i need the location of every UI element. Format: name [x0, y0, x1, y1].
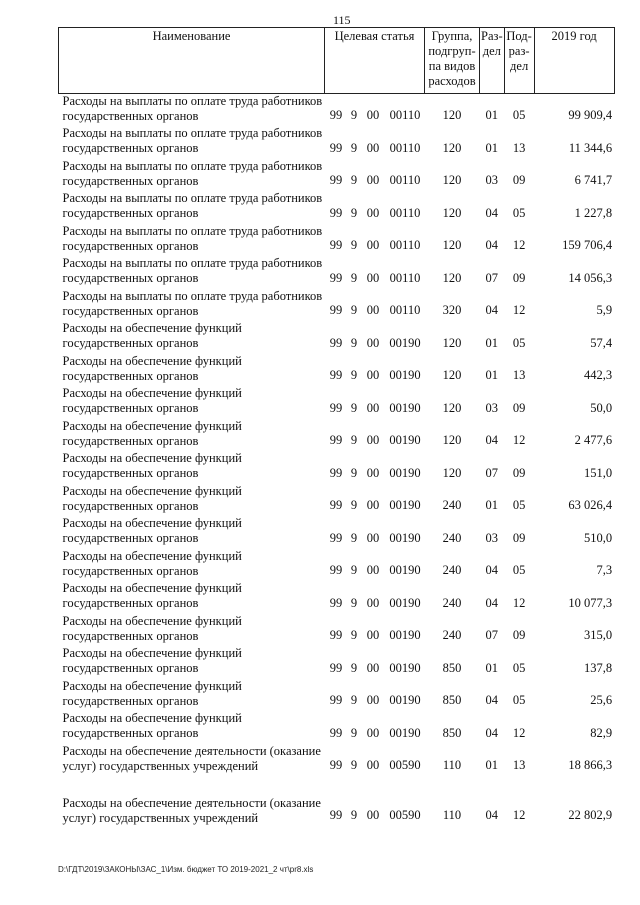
budget-table: [58, 27, 615, 826]
target-code-direction: 00: [366, 628, 380, 642]
section: 01: [485, 335, 499, 350]
row-name: Расходы на обеспечение функций государственных органов: [62, 613, 242, 643]
table-header: [59, 28, 615, 94]
target-code-item: 00190: [389, 693, 421, 707]
target-code-item: 00190: [389, 660, 421, 675]
expense-group: 120: [442, 238, 462, 252]
target-code-subprogram: 9: [350, 205, 358, 220]
amount-2019: 11 344,6: [568, 140, 613, 155]
subsection: 09: [512, 270, 526, 285]
target-code-program: 99: [329, 498, 343, 512]
target-code-item: 00110: [389, 303, 421, 317]
target-code-item: 00110: [389, 140, 421, 155]
expense-group: 120: [442, 205, 462, 220]
row-name: Расходы на обеспечение функций государственных органов: [62, 516, 242, 545]
table-row: [59, 354, 615, 387]
target-code-program: 99: [329, 693, 343, 707]
target-code-program: 99: [329, 205, 343, 220]
subsection: 09: [512, 628, 526, 642]
expense-group: 120: [442, 335, 462, 350]
target-code-item: 00110: [389, 270, 421, 285]
target-code-direction: 00: [366, 465, 380, 480]
amount-2019: 442,3: [583, 368, 613, 382]
expense-group: 240: [442, 595, 462, 610]
amount-2019: 151,0: [583, 465, 613, 480]
amount-2019: 137,8: [583, 660, 613, 675]
table-row: [59, 126, 615, 159]
expense-group: 120: [442, 400, 462, 415]
amount-2019: 6 741,7: [574, 173, 613, 187]
subsection: 12: [512, 238, 526, 252]
section: 01: [485, 660, 499, 675]
section: 07: [485, 270, 499, 285]
header-year: 2019 год: [534, 28, 614, 94]
subsection: 05: [512, 498, 526, 512]
target-code-program: 99: [329, 140, 343, 155]
target-code-item: 00190: [389, 563, 421, 577]
amount-2019: 82,9: [590, 725, 613, 740]
table-row: [59, 711, 615, 744]
table-row: [59, 581, 615, 614]
target-code-program: 99: [329, 808, 343, 822]
section: 03: [485, 173, 499, 187]
file-path-footer: D:\ГДТ\2019\ЗАКОНЫ\ЗАС_1\Изм. бюджет ТО 2019-2021_2 чт\pr8.xls: [58, 865, 314, 874]
target-code-program: 99: [329, 368, 343, 382]
table-row: [59, 776, 615, 826]
row-name: Расходы на выплаты по оплате труда работников государственных органов: [62, 126, 323, 155]
table-row: [59, 224, 615, 257]
table-row: [59, 451, 615, 484]
subsection: 05: [512, 693, 526, 707]
table-row: [59, 191, 615, 224]
target-code-direction: 00: [366, 660, 380, 675]
target-code-item: 00190: [389, 628, 421, 642]
amount-2019: 22 802,9: [568, 808, 613, 822]
expense-group: 110: [442, 808, 462, 822]
section: 04: [485, 238, 499, 252]
subsection: 13: [512, 758, 526, 772]
target-code-program: 99: [329, 335, 343, 350]
row-name: Расходы на обеспечение функций государственных органов: [62, 581, 242, 610]
subsection: 09: [512, 400, 526, 415]
target-code-program: 99: [329, 595, 343, 610]
subsection: 13: [512, 368, 526, 382]
amount-2019: 7,3: [596, 563, 613, 577]
table-row: [59, 94, 615, 127]
target-code-item: 00110: [389, 173, 421, 187]
target-code-item: 00190: [389, 498, 421, 512]
table-row: [59, 484, 615, 517]
table-row: [59, 679, 615, 712]
subsection: 13: [512, 140, 526, 155]
row-name: Расходы на обеспечение функций государственных органов: [62, 646, 242, 675]
amount-2019: 50,0: [590, 400, 613, 415]
table-row: [59, 614, 615, 647]
amount-2019: 57,4: [590, 335, 613, 350]
target-code-subprogram: 9: [350, 140, 358, 155]
header-target-article: Целевая статья: [325, 28, 425, 94]
header-subsection: Под-раз-дел: [504, 28, 534, 94]
expense-group: 850: [442, 725, 462, 740]
target-code-subprogram: 9: [350, 335, 358, 350]
section: 03: [485, 530, 499, 545]
subsection: 12: [512, 808, 526, 822]
target-code-direction: 00: [366, 693, 380, 707]
amount-2019: 510,0: [583, 530, 613, 545]
row-name: Расходы на обеспечение функций государственных органов: [62, 483, 242, 513]
target-code-direction: 00: [366, 335, 380, 350]
target-code-program: 99: [329, 270, 343, 285]
amount-2019: 2 477,6: [574, 433, 613, 447]
amount-2019: 63 026,4: [568, 498, 613, 512]
row-name: Расходы на обеспечение деятельности (оказание услуг) государственных учреждений: [62, 796, 321, 825]
target-code-subprogram: 9: [350, 270, 358, 285]
expense-group: 120: [442, 433, 462, 447]
header-section: Раз-дел: [480, 28, 505, 94]
target-code-item: 00190: [389, 368, 421, 382]
subsection: 05: [512, 660, 526, 675]
table-row: [59, 516, 615, 549]
expense-group: 110: [442, 758, 462, 772]
target-code-item: 00190: [389, 433, 421, 447]
expense-group: 120: [442, 108, 462, 122]
target-code-subprogram: 9: [350, 400, 358, 415]
row-name: Расходы на выплаты по оплате труда работников государственных органов: [62, 256, 323, 285]
section: 04: [485, 808, 499, 822]
target-code-subprogram: 9: [350, 303, 358, 317]
table-row: [59, 744, 615, 777]
section: 04: [485, 303, 499, 317]
amount-2019: 14 056,3: [568, 270, 613, 285]
target-code-program: 99: [329, 173, 343, 187]
expense-group: 120: [442, 270, 462, 285]
target-code-subprogram: 9: [350, 498, 358, 512]
subsection: 09: [512, 173, 526, 187]
target-code-subprogram: 9: [350, 563, 358, 577]
row-name: Расходы на выплаты по оплате труда работников государственных органов: [62, 94, 323, 123]
target-code-item: 00190: [389, 465, 421, 480]
section: 04: [485, 693, 499, 707]
table-row: [59, 646, 615, 679]
target-code-item: 00190: [389, 335, 421, 350]
section: 07: [485, 628, 499, 642]
target-code-direction: 00: [366, 140, 380, 155]
expense-group: 120: [442, 465, 462, 480]
row-name: Расходы на выплаты по оплате труда работников государственных органов: [62, 288, 323, 318]
table-row: [59, 321, 615, 354]
target-code-item: 00190: [389, 595, 421, 610]
expense-group: 120: [442, 140, 462, 155]
section: 04: [485, 205, 499, 220]
target-code-program: 99: [329, 303, 343, 317]
row-name: Расходы на выплаты по оплате труда работников государственных органов: [62, 191, 323, 220]
row-name: Расходы на обеспечение функций государственных органов: [62, 418, 242, 448]
row-name: Расходы на обеспечение функций государственных органов: [62, 451, 242, 480]
target-code-subprogram: 9: [350, 725, 358, 740]
target-code-program: 99: [329, 465, 343, 480]
page-number: 115: [333, 13, 351, 27]
section: 04: [485, 595, 499, 610]
section: 04: [485, 433, 499, 447]
header-name: Наименование: [59, 28, 325, 94]
row-name: Расходы на обеспечение функций государственных органов: [62, 386, 242, 415]
subsection: 12: [512, 303, 526, 317]
table-row: [59, 386, 615, 419]
target-code-subprogram: 9: [350, 808, 358, 822]
target-code-direction: 00: [366, 238, 380, 252]
target-code-subprogram: 9: [350, 595, 358, 610]
target-code-subprogram: 9: [350, 660, 358, 675]
table-row: [59, 256, 615, 289]
target-code-subprogram: 9: [350, 465, 358, 480]
expense-group: 120: [442, 173, 462, 187]
target-code-program: 99: [329, 563, 343, 577]
section: 01: [485, 368, 499, 382]
target-code-item: 00590: [389, 758, 421, 772]
row-name: Расходы на обеспечение функций государственных органов: [62, 711, 242, 740]
amount-2019: 25,6: [590, 693, 613, 707]
target-code-direction: 00: [366, 108, 380, 122]
target-code-direction: 00: [366, 173, 380, 187]
row-name: Расходы на обеспечение функций государственных органов: [62, 353, 242, 383]
target-code-program: 99: [329, 660, 343, 675]
expense-group: 240: [442, 530, 462, 545]
target-code-direction: 00: [366, 758, 380, 772]
amount-2019: 5,9: [596, 303, 613, 317]
target-code-program: 99: [329, 108, 343, 122]
subsection: 05: [512, 205, 526, 220]
target-code-program: 99: [329, 530, 343, 545]
target-code-program: 99: [329, 725, 343, 740]
target-code-direction: 00: [366, 400, 380, 415]
row-name: Расходы на обеспечение функций государственных органов: [62, 678, 242, 708]
amount-2019: 159 706,4: [562, 238, 613, 252]
target-code-direction: 00: [366, 498, 380, 512]
expense-group: 240: [442, 563, 462, 577]
target-code-program: 99: [329, 400, 343, 415]
subsection: 09: [512, 530, 526, 545]
target-code-subprogram: 9: [350, 433, 358, 447]
target-code-subprogram: 9: [350, 693, 358, 707]
target-code-program: 99: [329, 433, 343, 447]
target-code-direction: 00: [366, 205, 380, 220]
target-code-item: 00590: [389, 808, 421, 822]
amount-2019: 1 227,8: [574, 205, 613, 220]
subsection: 05: [512, 335, 526, 350]
section: 01: [485, 758, 499, 772]
target-code-direction: 00: [366, 368, 380, 382]
target-code-direction: 00: [366, 270, 380, 285]
target-code-subprogram: 9: [350, 173, 358, 187]
target-code-direction: 00: [366, 808, 380, 822]
section: 01: [485, 140, 499, 155]
expense-group: 320: [442, 303, 462, 317]
target-code-direction: 00: [366, 725, 380, 740]
expense-group: 850: [442, 693, 462, 707]
target-code-item: 00110: [389, 108, 421, 122]
row-name: Расходы на обеспечение функций государственных органов: [62, 321, 242, 350]
row-name: Расходы на выплаты по оплате труда работников государственных органов: [62, 158, 323, 188]
row-name: Расходы на выплаты по оплате труда работников государственных органов: [62, 223, 323, 253]
row-name: Расходы на обеспечение деятельности (оказание услуг) государственных учреждений: [62, 743, 321, 773]
table-row: [59, 419, 615, 452]
row-name: Расходы на обеспечение функций государственных органов: [62, 548, 242, 578]
subsection: 05: [512, 108, 526, 122]
target-code-subprogram: 9: [350, 530, 358, 545]
table-row: [59, 159, 615, 192]
target-code-subprogram: 9: [350, 108, 358, 122]
target-code-item: 00110: [389, 205, 421, 220]
amount-2019: 10 077,3: [568, 595, 613, 610]
table-row: [59, 289, 615, 322]
target-code-item: 00190: [389, 400, 421, 415]
subsection: 12: [512, 595, 526, 610]
amount-2019: 99 909,4: [568, 108, 613, 122]
section: 04: [485, 725, 499, 740]
target-code-subprogram: 9: [350, 368, 358, 382]
target-code-program: 99: [329, 238, 343, 252]
header-expense-group: Группа, подгруп-па видов расходов: [425, 28, 480, 94]
amount-2019: 315,0: [583, 628, 613, 642]
target-code-program: 99: [329, 758, 343, 772]
target-code-subprogram: 9: [350, 238, 358, 252]
section: 03: [485, 400, 499, 415]
target-code-direction: 00: [366, 433, 380, 447]
target-code-subprogram: 9: [350, 758, 358, 772]
target-code-item: 00190: [389, 725, 421, 740]
section: 07: [485, 465, 499, 480]
subsection: 09: [512, 465, 526, 480]
section: 01: [485, 498, 499, 512]
expense-group: 850: [442, 660, 462, 675]
amount-2019: 18 866,3: [568, 758, 613, 772]
table-body: [59, 94, 615, 827]
target-code-direction: 00: [366, 303, 380, 317]
target-code-program: 99: [329, 628, 343, 642]
expense-group: 240: [442, 628, 462, 642]
target-code-item: 00190: [389, 530, 421, 545]
expense-group: 120: [442, 368, 462, 382]
expense-group: 240: [442, 498, 462, 512]
subsection: 12: [512, 433, 526, 447]
target-code-item: 00110: [389, 238, 421, 252]
target-code-direction: 00: [366, 595, 380, 610]
target-code-direction: 00: [366, 563, 380, 577]
subsection: 12: [512, 725, 526, 740]
table-row: [59, 549, 615, 582]
target-code-direction: 00: [366, 530, 380, 545]
section: 04: [485, 563, 499, 577]
target-code-subprogram: 9: [350, 628, 358, 642]
section: 01: [485, 108, 499, 122]
subsection: 05: [512, 563, 526, 577]
